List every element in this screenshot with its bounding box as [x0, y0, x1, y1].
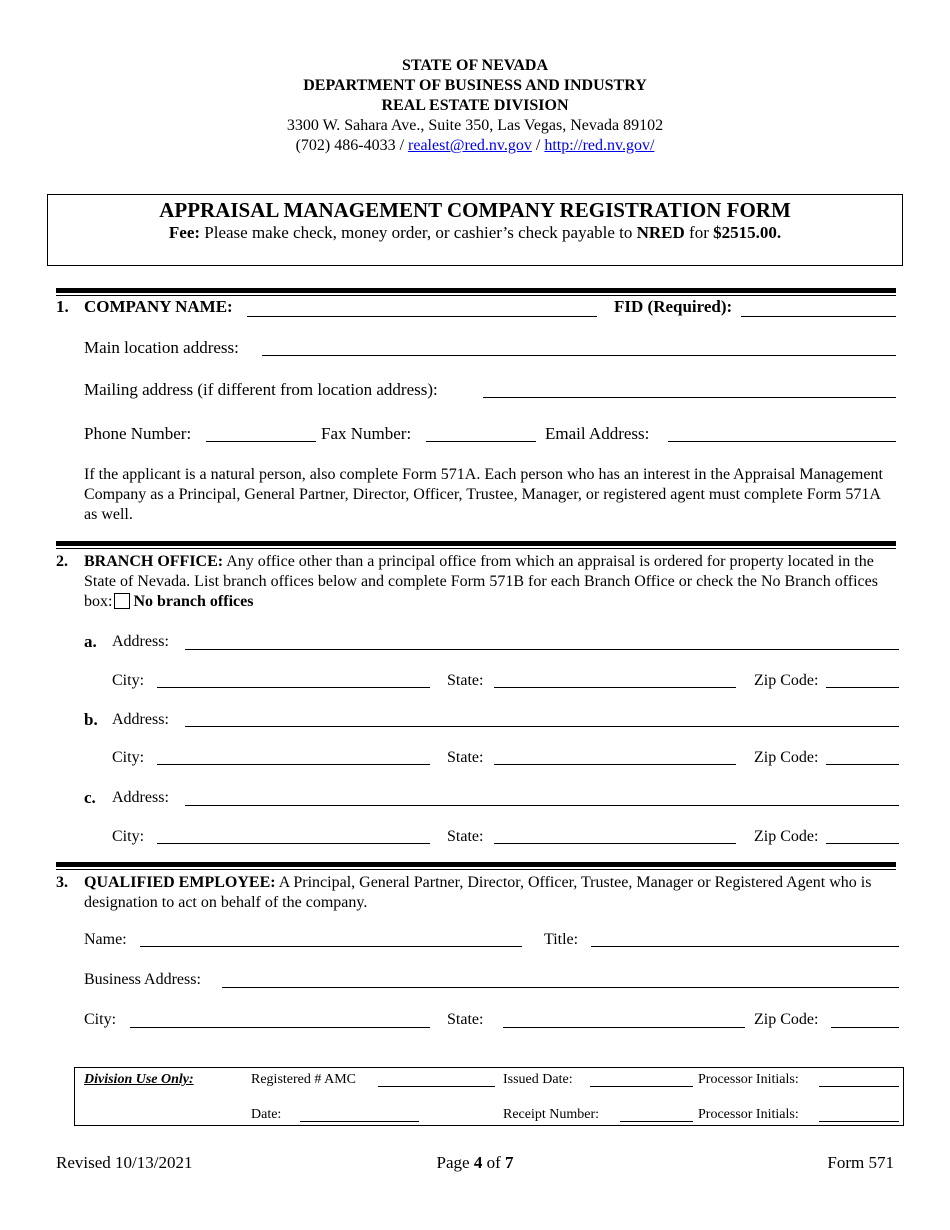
section1-number: 1. — [56, 297, 69, 316]
branch-c-letter: c. — [84, 788, 96, 807]
processor-initials-label-2: Processor Initials: — [698, 1107, 799, 1122]
fax-field[interactable] — [426, 441, 536, 442]
email-label: Email Address: — [545, 424, 650, 443]
phone-field[interactable] — [206, 441, 316, 442]
branch-a-state-label: State: — [447, 672, 484, 689]
branch-b-zip-label: Zip Code: — [754, 749, 819, 766]
branch-b-city-label: City: — [112, 749, 145, 766]
fee-amount: $2515.00. — [713, 223, 782, 242]
section3-number: 3. — [56, 874, 68, 891]
branch-c-city-field[interactable] — [157, 843, 430, 844]
company-name-field[interactable] — [247, 316, 597, 317]
issued-date-field[interactable] — [590, 1086, 693, 1087]
agency-contact-line: (702) 486-4033 / realest@red.nv.gov / http://red.nv.gov/ — [295, 137, 655, 154]
branch-b-address-field[interactable] — [185, 726, 899, 727]
section2-number: 2. — [56, 553, 68, 570]
registered-amc-label: Registered # AMC — [251, 1072, 356, 1087]
section-divider — [56, 541, 896, 546]
branch-c-city-label: City: — [112, 828, 145, 845]
branch-b-state-field[interactable] — [494, 764, 736, 765]
branch-a-city-label: City: — [112, 672, 145, 689]
company-name-label: COMPANY NAME: — [84, 297, 233, 316]
branch-office-description: BRANCH OFFICE: Any office other than a principal office from which an appraisal is ordered for property located in the State of Nevada. List branch offices below and complete Form 571B for each Branch Office or check the No Branch offices box: No branch offices — [84, 553, 878, 610]
employee-name-field[interactable] — [140, 946, 522, 947]
no-branch-offices-label: No branch offices — [133, 593, 254, 610]
no-branch-offices-checkbox[interactable] — [114, 593, 130, 609]
agency-website-link[interactable]: http://red.nv.gov/ — [544, 137, 655, 154]
branch-a-address-field[interactable] — [185, 649, 899, 650]
employee-title-label: Title: — [544, 931, 579, 948]
section-divider — [56, 288, 896, 293]
employee-zip-field[interactable] — [831, 1027, 899, 1028]
fax-label: Fax Number: — [321, 424, 412, 443]
branch-c-address-field[interactable] — [185, 805, 899, 806]
main-address-label: Main location address: — [84, 338, 239, 357]
section1-note: If the applicant is a natural person, also complete Form 571A. Each person who has an interest in the Appraisal Management Company as a Principal, General Partner, Director, Officer, Trustee, Manager, or registered agent must complete Form 571A as well. — [84, 466, 883, 523]
agency-state: STATE OF NEVADA — [401, 57, 549, 74]
main-address-field[interactable] — [262, 355, 896, 356]
phone-label: Phone Number: — [84, 424, 192, 443]
branch-b-city-field[interactable] — [157, 764, 430, 765]
registered-amc-field[interactable] — [378, 1086, 495, 1087]
employee-city-label: City: — [84, 1011, 117, 1028]
fid-field[interactable] — [741, 316, 896, 317]
branch-c-zip-field[interactable] — [826, 843, 899, 844]
email-field[interactable] — [668, 441, 896, 442]
branch-a-letter: a. — [84, 632, 97, 651]
branch-c-state-label: State: — [447, 828, 484, 845]
employee-zip-label: Zip Code: — [754, 1011, 819, 1028]
branch-c-address-label: Address: — [112, 789, 169, 806]
date-label: Date: — [251, 1107, 282, 1122]
branch-c-zip-label: Zip Code: — [754, 828, 819, 845]
agency-address: 3300 W. Sahara Ave., Suite 350, Las Vegas, Nevada 89102 — [286, 117, 664, 134]
processor-initials-field-1[interactable] — [819, 1086, 899, 1087]
employee-state-field[interactable] — [503, 1027, 745, 1028]
processor-initials-label-1: Processor Initials: — [698, 1072, 799, 1087]
agency-division: REAL ESTATE DIVISION — [381, 97, 569, 114]
branch-a-zip-label: Zip Code: — [754, 672, 819, 689]
branch-a-address-label: Address: — [112, 633, 169, 650]
division-use-label: Division Use Only: — [84, 1072, 194, 1087]
mailing-address-field[interactable] — [483, 397, 896, 398]
agency-phone: (702) 486-4033 — [295, 137, 396, 154]
agency-email-link[interactable]: realest@red.nv.gov — [408, 137, 532, 154]
employee-name-label: Name: — [84, 931, 127, 948]
date-field[interactable] — [300, 1121, 419, 1122]
qualified-employee-description: QUALIFIED EMPLOYEE: A Principal, General Partner, Director, Officer, Trustee, Manager or Registered Agent who is designation to act on behalf of the company. — [84, 874, 872, 911]
issued-date-label: Issued Date: — [503, 1072, 573, 1087]
branch-a-state-field[interactable] — [494, 687, 736, 688]
branch-b-address-label: Address: — [112, 711, 169, 728]
section-divider — [56, 862, 896, 867]
branch-a-city-field[interactable] — [157, 687, 430, 688]
branch-a-zip-field[interactable] — [826, 687, 899, 688]
receipt-number-field[interactable] — [620, 1121, 693, 1122]
page-number: Page 4 of 7 — [436, 1153, 514, 1172]
form-number: Form 571 — [827, 1153, 894, 1172]
fid-label: FID (Required): — [614, 297, 733, 316]
fee-line: Fee: Please make check, money order, or cashier’s check payable to NRED for $2515.00. — [168, 223, 782, 242]
employee-state-label: State: — [447, 1011, 484, 1028]
branch-b-zip-field[interactable] — [826, 764, 899, 765]
processor-initials-field-2[interactable] — [819, 1121, 899, 1122]
branch-c-state-field[interactable] — [494, 843, 736, 844]
revised-date: Revised 10/13/2021 — [56, 1153, 193, 1172]
branch-b-state-label: State: — [447, 749, 484, 766]
employee-title-field[interactable] — [591, 946, 899, 947]
business-address-field[interactable] — [222, 987, 899, 988]
employee-city-field[interactable] — [130, 1027, 430, 1028]
business-address-label: Business Address: — [84, 971, 201, 988]
agency-department: DEPARTMENT OF BUSINESS AND INDUSTRY — [303, 77, 647, 94]
mailing-address-label: Mailing address (if different from location address): — [84, 380, 438, 399]
branch-b-letter: b. — [84, 710, 98, 729]
receipt-number-label: Receipt Number: — [503, 1107, 600, 1122]
form-title: APPRAISAL MANAGEMENT COMPANY REGISTRATION FORM — [159, 198, 791, 222]
